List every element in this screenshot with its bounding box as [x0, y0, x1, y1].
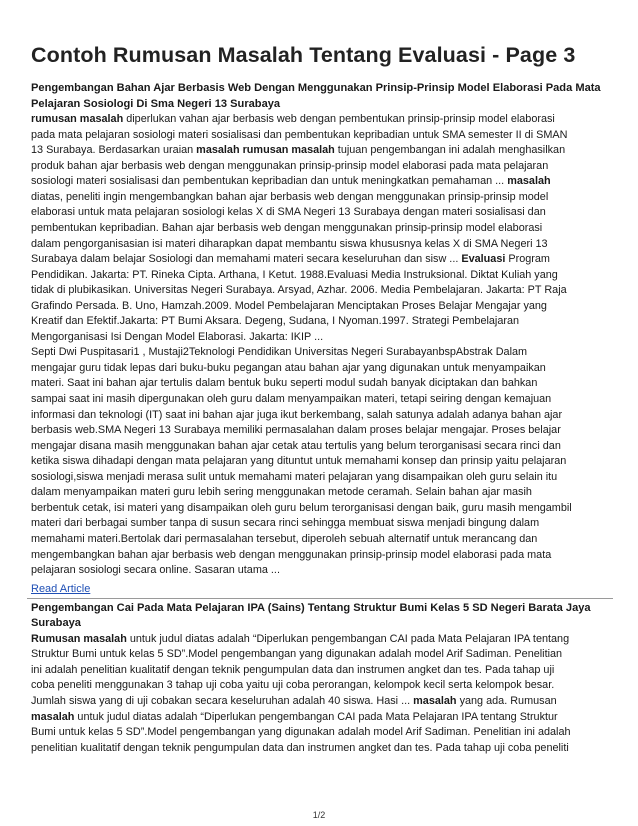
body-text: Surabaya dalam belajar Sosiologi dan memahami materi secara keseluruhan dan sisw ...: [31, 253, 462, 266]
body-line: [31, 516, 609, 532]
body-line: [31, 532, 609, 548]
body-line: [31, 205, 609, 221]
body-line: [31, 112, 609, 128]
body-text: berbasis web.SMA Negeri 13 Surabaya memiliki permasalahan dalam proses belajar mengajar. Proses belajar: [31, 424, 561, 437]
bold-keyword: masalah: [31, 710, 75, 723]
body-line: [31, 299, 609, 315]
article-divider: [27, 598, 613, 599]
body-text: sosiologi materi sosialisasi dan pembentukan kepribadian dan untuk meningkatkan pemahaman ...: [31, 175, 508, 188]
body-line: [31, 485, 609, 501]
body-line: [31, 694, 609, 710]
article-2: [31, 601, 609, 757]
body-line: [31, 159, 609, 175]
body-text: Bumi untuk kelas 5 SD”.Model pengembangan yang digunakan adalah model Arif Sadiman. Penelitian ini adalah: [31, 726, 571, 739]
body-text: yang ada. Rumusan: [456, 694, 557, 707]
body-line: [31, 283, 609, 299]
body-line: [31, 454, 609, 470]
body-text: materi dari berbagai sumber tanpa di susun secara rinci sehingga membuat siswa menjadi bingung dalam: [31, 517, 540, 530]
body-text: mengembangkan bahan ajar berbasis web dengan menggunakan prinsip-prinsip model elaborasi pada mata: [31, 548, 552, 561]
page-number: 1/2: [312, 810, 326, 820]
body-line: [31, 408, 609, 424]
body-text: diperlukan vahan ajar berbasis web dengan pembentukan prinsip-prinsip model elaborasi: [123, 113, 555, 126]
body-text: sampai saat ini masih dipergunakan oleh guru dalam menyampaikan materi, tetapi seiring dengan kemajuan: [31, 393, 552, 406]
article-body: [31, 632, 609, 756]
body-line: [31, 345, 609, 361]
body-line: [31, 392, 609, 408]
body-line: [31, 143, 609, 159]
body-text: Jumlah siswa yang di uji cobakan secara keseluruhan adalah 40 siswa. Hasi ...: [31, 694, 414, 707]
body-line: [31, 330, 609, 346]
body-text: penelitian kualitatif dengan teknik pengumpulan data dan instrumen angket dan tes. Pada tahap uji coba peneliti: [31, 741, 569, 754]
body-text: tidak di plubikasikan. Universitas Negeri Surabaya. Arsyad, Azhar. 2006. Media Pembelajaran. Jakarta: PT Raja: [31, 284, 567, 297]
bold-keyword: masalah: [507, 175, 551, 188]
body-text: mengajar guru tidak lepas dari buku-buku pegangan atau bahan ajar yang digunakan untuk menyampaikan: [31, 361, 546, 374]
body-line: [31, 470, 609, 486]
body-line: [31, 221, 609, 237]
body-text: diatas, peneliti ingin mengembangkan bahan ajar berbasis web dengan menggunakan prinsip-prinsip model: [31, 190, 549, 203]
body-text: untuk judul diatas adalah “Diperlukan pengembangan CAI pada Mata Pelajaran IPA tentang: [126, 632, 570, 645]
body-text: berbentuk cetak, isi materi yang disampaikan oleh guru belum terorganisasi dengan baik, guru masih mengambil: [31, 501, 572, 514]
body-line: [31, 678, 609, 694]
body-text: pembentukan kepribadian. Bahan ajar berbasis web dengan menggunakan prinsip-prinsip model elaborasi: [31, 222, 543, 235]
body-text: 13 Surabaya. Berdasarkan uraian: [31, 144, 197, 157]
body-text: Struktur Bumi untuk kelas 5 SD”.Model pengembangan yang digunakan adalah model Arif Sadiman. Penelitian: [31, 648, 563, 661]
body-line: [31, 501, 609, 517]
article-title: Pengembangan Cai Pada Mata Pelajaran IPA (Sains) Tentang Struktur Bumi Kelas 5 SD Negeri Barata Jaya Surabaya: [31, 601, 591, 630]
body-text: Grafindo Persada. B. Uno, Hamzah.2009. Model Pembelajaran Menciptakan Proses Belajar Mengajar yang: [31, 299, 547, 312]
body-line: [31, 376, 609, 392]
article-1: [31, 81, 609, 597]
body-line: [31, 268, 609, 284]
body-text: dalam pengorganisasian isi materi diharapkan dapat membantu siswa khususnya kelas X di SMA Negeri 13: [31, 237, 548, 250]
body-line: [31, 632, 609, 648]
body-text: Septi Dwi Puspitasari1 , Mustaji2Teknologi Pendidikan Universitas Negeri SurabayanbspAbstrak Dalam: [31, 346, 528, 359]
body-line: [31, 174, 609, 190]
body-line: [31, 423, 609, 439]
body-line: [31, 128, 609, 144]
body-text: untuk judul diatas adalah “Diperlukan pengembangan CAI pada Mata Pelajaran IPA tentang Struktur: [74, 710, 558, 723]
read-article-link[interactable]: Read Article: [31, 582, 91, 595]
body-line: [31, 663, 609, 679]
body-line: [31, 237, 609, 253]
article-title: Pengembangan Bahan Ajar Berbasis Web Dengan Menggunakan Prinsip-Prinsip Model Elaborasi Pada Mata Pelajaran Sosiologi Di Sma Negeri 13 Surabaya: [31, 82, 601, 110]
article-body: [31, 112, 609, 578]
body-text: Mengorganisasi Isi Dengan Model Elaborasi. Jakarta: IKIP ...: [31, 330, 324, 343]
body-text: pelajaran sosiologi secara online. Sasaran utama ...: [31, 564, 280, 577]
body-line: [31, 548, 609, 564]
body-text: informasi dan teknologi (IT) saat ini bahan ajar juga ikut berkembang, salah satunya adalah adanya bahan ajar: [31, 408, 563, 421]
body-text: Pendidikan. Jakarta: PT. Rineka Cipta. Arthana, I Ketut. 1988.Evaluasi Media Instruksional. Diktat Kuliah yang: [31, 268, 558, 281]
bold-keyword: Rumusan masalah: [31, 632, 127, 645]
body-text: sosiologi,siswa menjadi merasa sulit untuk memahami materi pelajaran yang disampaikan oleh guru selain itu: [31, 470, 558, 483]
body-line: [31, 439, 609, 455]
body-line: [31, 710, 609, 726]
body-line: [31, 190, 609, 206]
body-line: [31, 252, 609, 268]
body-line: [31, 314, 609, 330]
document-page: [31, 42, 609, 756]
bold-keyword: Evaluasi: [461, 253, 506, 266]
body-text: coba peneliti menggunakan 3 tahap uji coba yaitu uji coba perorangan, kelompok kecil serta kelompok besar.: [31, 679, 555, 692]
page-title: Contoh Rumusan Masalah Tentang Evaluasi - Page 3: [31, 43, 576, 67]
bold-keyword: masalah rumusan masalah: [196, 144, 335, 157]
body-line: [31, 563, 609, 579]
body-text: Kreatif dan Efektif.Jakarta: PT Bumi Aksara. Degeng, Sudana, I Nyoman.1997. Strategi Pembelajaran: [31, 315, 520, 328]
bold-keyword: rumusan masalah: [31, 113, 124, 126]
body-text: memahami materi.Bertolak dari permasalahan tersebut, diperoleh sebuah alternatif untuk merancang dan: [31, 532, 538, 545]
body-line: [31, 725, 609, 741]
body-text: elaborasi untuk mata pelajaran sosiologi kelas X di SMA Negeri 13 Surabaya dengan materi sosialisasi dan: [31, 206, 546, 219]
body-text: materi. Saat ini bahan ajar tertulis dalam bentuk buku seperti modul sudah banyak diciptakan dan bahkan: [31, 377, 538, 390]
body-line: [31, 361, 609, 377]
body-text: ketika siswa dihadapi dengan mata pelajaran yang dituntut untuk memahami konsep dan prinsip yaitu pelajaran: [31, 455, 567, 468]
body-text: ini adalah penelitian kualitatif dengan teknik pengumpulan data dan instrumen angket dan tes. Pada tahap uji: [31, 663, 555, 676]
bold-keyword: masalah: [413, 694, 457, 707]
body-text: Program: [505, 253, 550, 266]
body-text: pada mata pelajaran sosiologi materi sosialisasi dan pembentukan kepribadian untuk SMA semester II di SMAN: [31, 128, 568, 141]
body-line: [31, 741, 609, 757]
body-text: dalam menyampaikan materi guru lebih sering menggunakan metode ceramah. Selain bahan ajar masih: [31, 486, 532, 499]
body-text: mengajar disana masih menggunakan bahan ajar cetak atau tertulis yang belum terorganisasi secara rinci dan: [31, 439, 561, 452]
body-line: [31, 647, 609, 663]
body-text: tujuan pengembangan ini adalah menghasilkan: [334, 144, 566, 157]
body-text: produk bahan ajar berbasis web dengan menggunakan prinsip-prinsip model elaborasi pada mata pelajaran: [31, 159, 549, 172]
